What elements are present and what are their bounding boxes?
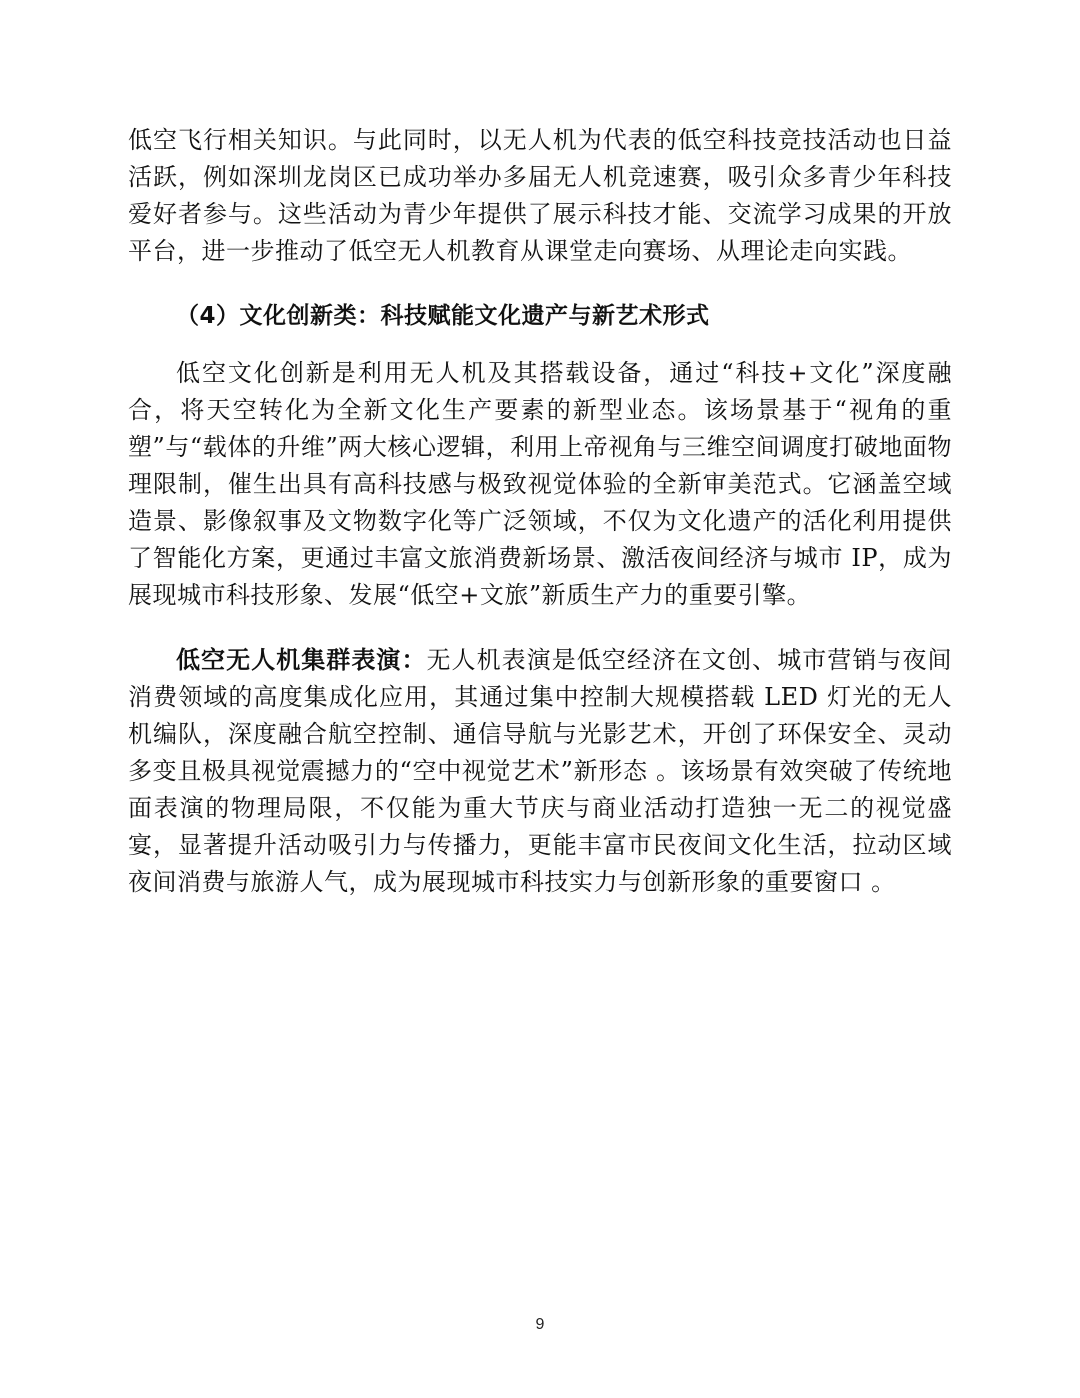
paragraph-continuation: 低空飞行相关知识。与此同时，以无人机为代表的低空科技竞技活动也日益活跃，例如深圳龙岗区已成功举办多届无人机竞速赛，吸引众多青少年科技爱好者参与。这些活动为青少年提供了展示科技才能、交流学习成果的开放平台，进一步推动了低空无人机教育从课堂走向赛场、从理论走向实践。 [128, 126, 952, 265]
paragraph-cultural-innovation: 低空文化创新是利用无人机及其搭载设备，通过“科技+文化”深度融合，将天空转化为全新文化生产要素的新型业态。该场景基于“视角的重塑”与“载体的升维”两大核心逻辑，利用上帝视角与三维空间调度打破地面物理限制，催生出具有高科技感与极致视觉体验的全新审美范式。它涵盖空域造景、影像叙事及文物数字化等广泛领域，不仅为文化遗产的活化利用提供了智能化方案，更通过丰富文旅消费新场景、激活夜间经济与城市 IP，成为展现城市科技形象、发展“低空+文旅”新质生产力的重要引擎。 [128, 359, 952, 609]
paragraph-drone-show [128, 642, 952, 901]
page-number: 9 [535, 1316, 545, 1333]
paragraph-lead-term: 低空无人机集群表演： [176, 646, 427, 674]
section-heading: （4）文化创新类：科技赋能文化遗产与新艺术形式 [176, 303, 710, 329]
paragraph-body: 无人机表演是低空经济在文创、城市营销与夜间消费领域的高度集成化应用，其通过集中控制大规模搭载 LED 灯光的无人机编队，深度融合航空控制、通信导航与光影艺术，开创了环保安全、灵动多变且极具视觉震撼力的“空中视觉艺术”新形态 。该场景有效突破了传统地面表演的物理局限，不仅能为重大节庆与商业活动打造独一无二的视觉盛宴，显著提升活动吸引力与传播力，更能丰富市民夜间文化生活，拉动区域夜间消费与旅游人气，成为展现城市科技实力与创新形象的重要窗口 。 [128, 646, 952, 896]
page-content [128, 122, 952, 901]
